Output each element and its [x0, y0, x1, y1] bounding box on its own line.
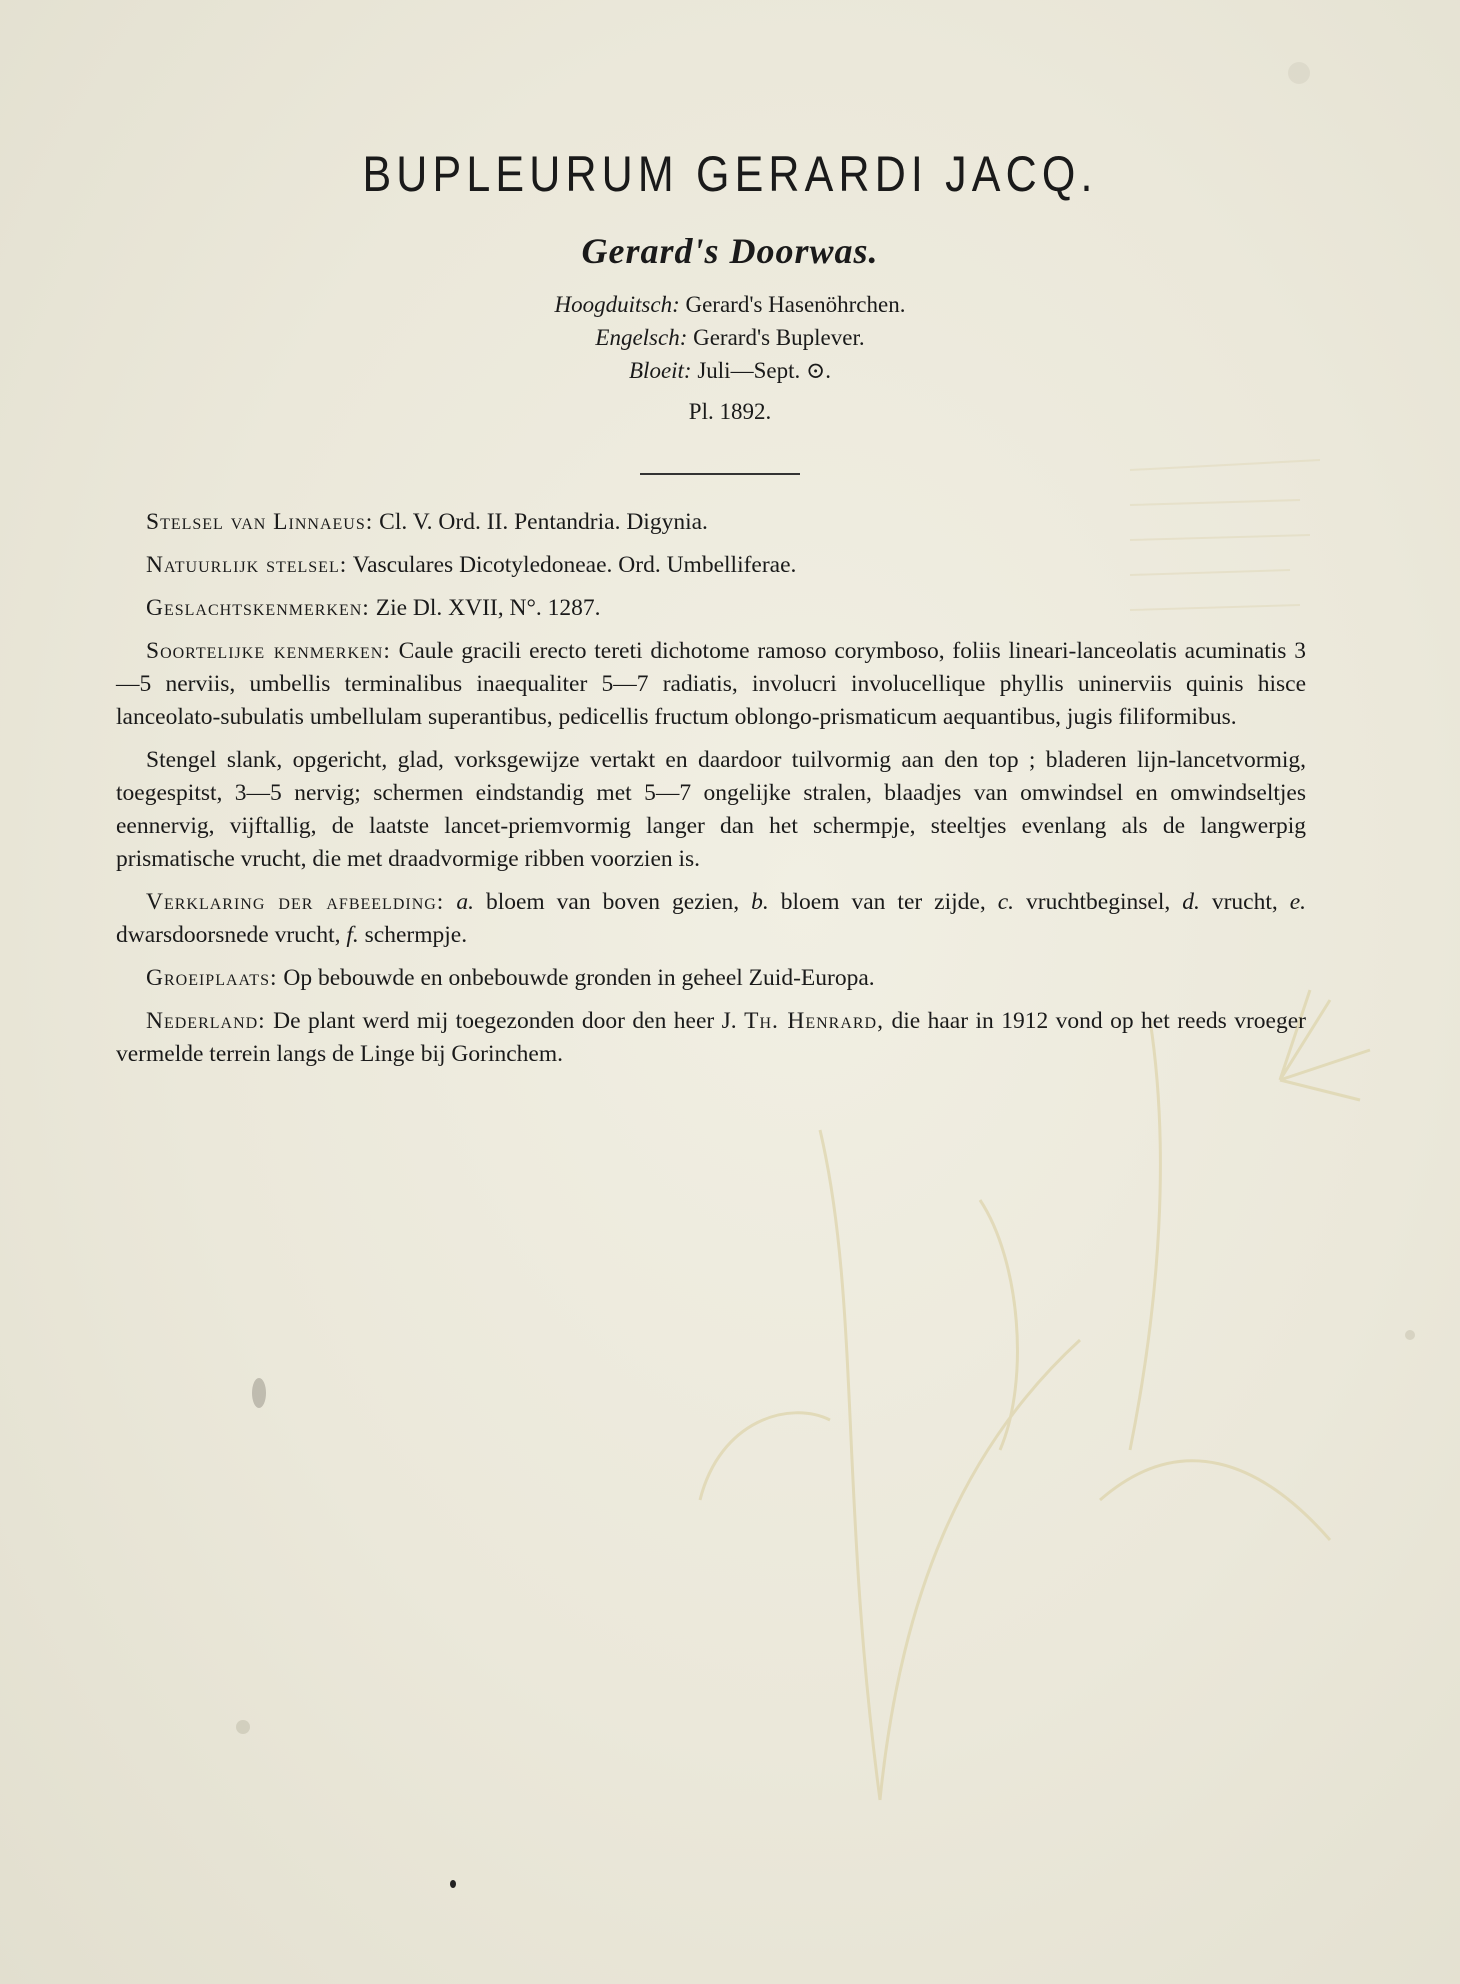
section-soort: Soortelijke kenmerken: Caule gracili erecto tereti dichotome ramoso corymboso, foliis lineari-lanceolatis acuminatis 3—5 nerviis, umbellis terminalibus inaequaliter 5—7 radiatis, involucri involucellique phyllis uninerviis quinis hisce lanceolato-subulatis umbellulam superantibus, pedicellis fructum oblongo-prismaticum aequantibus, jugis filiformibus. — [116, 638, 1306, 730]
name-line-english: Engelsch: Gerard's Buplever. — [595, 325, 865, 350]
divider — [640, 473, 800, 475]
section-groeiplaats: Groeiplaats: Op bebouwde en onbebouwde gronden in geheel Zuid-Europa. — [146, 965, 875, 991]
description-body — [116, 506, 1306, 1081]
section-nederland: Nederland: De plant werd mij toegezonden door den heer J. Th. Henrard, die haar in 1912 vond op het reeds vroeger vermelde terrein langs de Linge bij Gorinchem. — [116, 1008, 1306, 1067]
vernacular-names — [0, 288, 1460, 428]
plate-number: Pl. 1892. — [688, 399, 772, 424]
name-line-flowering: Bloeit: Juli—Sept. ⊙. — [629, 358, 831, 383]
ink-speck — [450, 1880, 456, 1888]
section-verklaring: Verklaring der afbeelding: a. bloem van boven gezien, b. bloem van ter zijde, c. vruchtbeginsel, d. vrucht, e. dwarsdoorsnede vrucht, f. schermpje. — [116, 889, 1307, 948]
ink-speck — [236, 1720, 250, 1734]
section-natuurlijk: Natuurlijk stelsel: Vasculares Dicotyledoneae. Ord. Umbelliferae. — [146, 552, 797, 578]
page-title: BUPLEURUM GERARDI JACQ. — [362, 146, 1098, 202]
name-line-german: Hoogduitsch: Gerard's Hasenöhrchen. — [554, 292, 906, 317]
ink-speck — [1288, 62, 1310, 84]
section-beschrijving: Stengel slank, opgericht, glad, vorksgewijze vertakt en daardoor tuilvormig aan den top ; bladeren lijn-lancetvormig, toegespitst, 3—5 nervig; schermen eindstandig met 5—7 ongelijke stralen, blaadjes van omwindsel en omwindseltjes eennervig, vijftallig, de laatste lancet-priemvormig langer dan het schermpje, steeltjes evenlang als de langwerpig prismatische vrucht, die met draadvormige ribben voorzien is. — [116, 747, 1306, 872]
ink-speck — [252, 1378, 266, 1408]
section-geslacht: Geslachtskenmerken: Zie Dl. XVII, N°. 1287. — [146, 595, 601, 621]
common-name: Gerard's Doorwas. — [581, 231, 879, 271]
ink-speck — [1405, 1330, 1415, 1340]
section-linnaeus: Stelsel van Linnaeus: Cl. V. Ord. II. Pentandria. Digynia. — [146, 509, 708, 535]
